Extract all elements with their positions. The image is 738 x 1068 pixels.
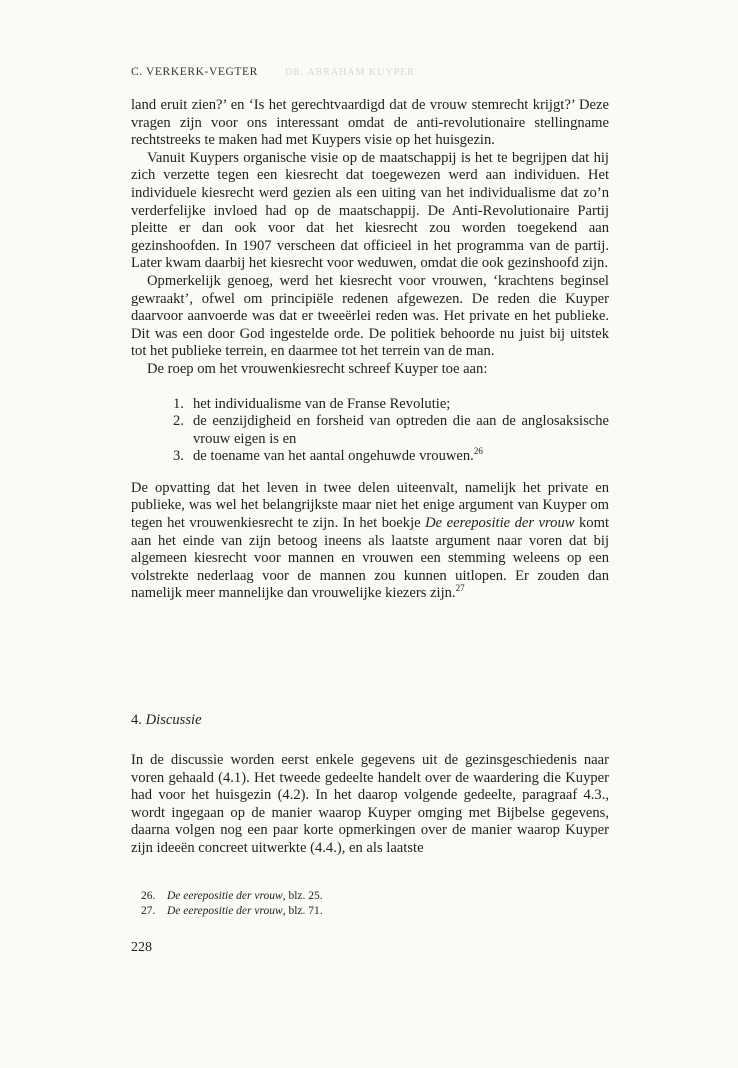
- running-head: C. VERKERK-VEGTER: [131, 66, 258, 78]
- footnote-rest: , blz. 71.: [282, 905, 323, 917]
- footnote-text: [167, 889, 323, 904]
- list-item-content: de toename van het aantal ongehuwde vrouwen.: [193, 448, 474, 465]
- show-through-text: DR. ABRAHAM KUYPER: [285, 67, 415, 78]
- paragraph-text: De opvatting dat het leven in twee delen uiteenvalt, namelijk het private en publieke, was wel het belangrijkste maar niet het enige argument van Kuyper om tegen het vrouwenkiesrecht te zijn. In het boekje: [131, 479, 609, 532]
- paragraph: [131, 480, 609, 603]
- list-item-text: [193, 448, 609, 466]
- list-item-number: 1.: [173, 395, 184, 412]
- paragraph: In de discussie worden eerst enkele gegevens uit de gezinsgeschiedenis naar voren gehaald (4.1). Het tweede gedeelte handelt over de waardering die Kuyper had voor het huisgezin (4.2). In het daarop volgende gedeelte, paragraaf 4.3., wordt ingegaan op de manier waarop Kuyper omging met Bijbelse gegevens, daarna volgen nog een paar korte opmerkingen over de manier waarop Kuyper zijn ideeën concreet uitwerkte (4.4.), en als laatste: [131, 752, 609, 856]
- section-number: 4.: [131, 712, 142, 728]
- footnote-number: 27.: [141, 905, 156, 917]
- list-item: [173, 396, 609, 414]
- footnote-number: 26.: [141, 890, 156, 902]
- footnote-ref[interactable]: 26: [473, 446, 483, 457]
- paragraph-text: komt aan het einde van zijn betoog ineens als laatste argument naar voren dat bij algemeen kiesrecht voor mannen en vrouwen een stemming weleens op een volstrekte nederlaag voor de mannen zou kunnen uitlopen. Er zouden dan namelijk meer mannelijke dan vrouwelijke kiezers zijn.: [131, 515, 609, 602]
- list-item-text: het individualisme van de Franse Revolutie;: [193, 395, 451, 412]
- footnote-title: De eerepositie der vrouw: [167, 890, 283, 902]
- list-item-text: de eenzijdigheid en forsheid van optreden die aan de anglosaksische vrouw eigen is en: [193, 413, 609, 447]
- footnotes: [131, 889, 511, 919]
- paragraph: land eruit zien?’ en ‘Is het gerechtvaardigd dat de vrouw stemrecht krijgt?’ Deze vragen zijn voor ons interessant omdat de anti-revolutionaire stellingname rechtstreeks te maken had met Kuypers visie op het huisgezin.: [131, 97, 609, 149]
- paragraph: Opmerkelijk genoeg, werd het kiesrecht voor vrouwen, ‘krachtens beginsel gewraakt’, ofwel om principiële redenen afgewezen. De reden die Kuyper daarvoor aanvoerde was dat er tweeërlei reden was. Het private en het publieke. Dit was een door God ingestelde orde. De politiek behoorde nu juist bij uitstek tot het publieke terrein, en daarmee tot het terrein van de man.: [131, 272, 609, 360]
- footnote: [131, 904, 511, 919]
- section-title: Discussie: [145, 712, 202, 728]
- section-heading: [131, 712, 202, 729]
- list-item-number: 2.: [173, 413, 184, 430]
- paragraph: Vanuit Kuypers organische visie op de maatschappij is het te begrijpen dat hij zich verzette tegen een kiesrecht dat toegewezen werd aan individuen. Het individuele kiesrecht werd gezien als een uiting van het individualisme dat zo’n verderfelijke invloed had op de maatschappij. De Anti-Revolutionaire Partij pleitte er dan ook voor dat het kiesrecht zou worden toegekend aan gezinshoofden. In 1907 verscheen dat officieel in het programma van de partij. Later kwam daarbij het kiesrecht voor weduwen, omdat die ook gezinshoofd zijn.: [131, 149, 609, 272]
- list-item: [173, 413, 609, 448]
- footnote-text: [167, 904, 323, 919]
- numbered-list: [131, 396, 609, 466]
- book-title: De eerepositie der vrouw: [425, 515, 575, 532]
- paragraph: De roep om het vrouwenkiesrecht schreef Kuyper toe aan:: [147, 360, 488, 377]
- section-body: [131, 752, 609, 858]
- body-text: [131, 97, 609, 603]
- footnote-ref[interactable]: 27: [455, 583, 465, 594]
- footnote-rest: , blz. 25.: [282, 890, 323, 902]
- list-item-number: 3.: [173, 448, 184, 465]
- footnote-title: De eerepositie der vrouw: [167, 905, 283, 917]
- footnote: [131, 889, 511, 904]
- page-number: 228: [131, 940, 152, 955]
- list-item: [173, 448, 609, 466]
